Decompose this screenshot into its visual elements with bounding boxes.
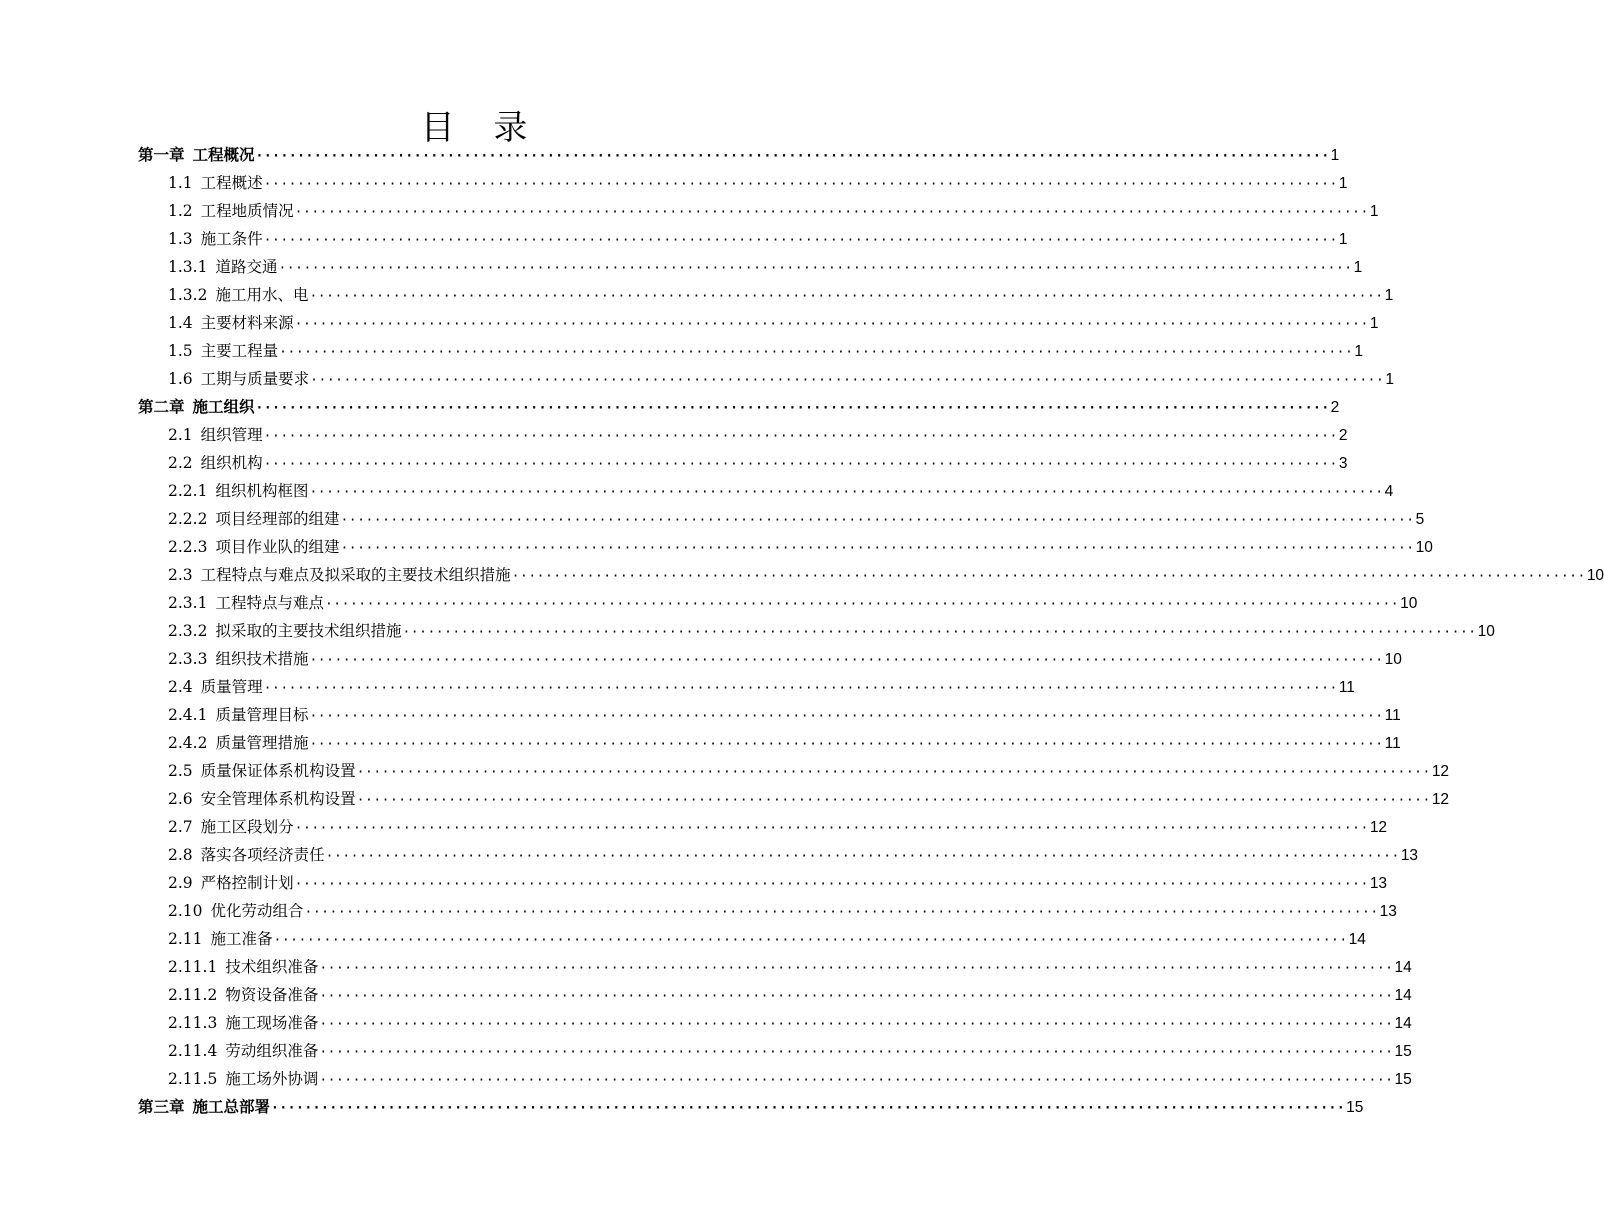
- toc-entry-label: 技术组织准备: [225, 958, 319, 976]
- toc-entry-number: 2.7: [168, 818, 193, 836]
- toc-dot-leader: ·································································································································: [309, 709, 1384, 724]
- toc-page-number: 10: [1477, 623, 1495, 640]
- toc-section-entry[interactable]: [168, 365, 1394, 393]
- toc-entry-label: 质量保证体系机构设置: [200, 762, 356, 780]
- toc-dot-leader: ·································································································································: [271, 1101, 1346, 1116]
- toc-dot-leader: ·································································································································: [294, 205, 1369, 220]
- toc-entry-number: 2.9: [168, 874, 193, 892]
- toc-page-number: 12: [1431, 763, 1450, 780]
- toc-entry-number: 2.3.3: [168, 650, 208, 668]
- toc-page-number: 2: [1338, 427, 1348, 444]
- toc-page-number: 14: [1348, 931, 1366, 948]
- toc-dot-leader: ·································································································································: [402, 625, 1477, 640]
- toc-entry-label: 落实各项经济责任: [200, 846, 325, 864]
- toc-page-number: 15: [1346, 1099, 1364, 1116]
- toc-section-entry[interactable]: [168, 561, 1604, 589]
- toc-entry-number: 2.8: [168, 846, 193, 864]
- toc-entry-number: 第一章: [138, 146, 185, 164]
- toc-entry-label: 施工区段划分: [200, 818, 294, 836]
- toc-dot-leader: ·································································································································: [340, 513, 1415, 528]
- toc-dot-leader: ·································································································································: [304, 905, 1379, 920]
- toc-section-entry[interactable]: [168, 617, 1495, 645]
- toc-page-number: 1: [1369, 203, 1379, 220]
- toc-page-number: 1: [1338, 231, 1348, 248]
- toc-entry-label: 物资设备准备: [225, 986, 319, 1004]
- toc-dot-leader: ·································································································································: [309, 485, 1384, 500]
- toc-entry-number: 1.3.1: [168, 258, 208, 276]
- toc-section-entry[interactable]: [168, 309, 1379, 337]
- toc-entry-label: 主要材料来源: [200, 314, 294, 332]
- toc-entry-number: 2.3: [168, 566, 193, 584]
- toc-entry-number: 2.11.5: [168, 1070, 218, 1088]
- toc-page-number: 1: [1353, 259, 1363, 276]
- toc-dot-leader: ·································································································································: [310, 373, 1385, 388]
- toc-section-entry[interactable]: [168, 197, 1379, 225]
- toc-entry-label: 施工组织: [192, 398, 255, 416]
- toc-page-number: 2: [1330, 399, 1340, 416]
- toc-entry-label: 工程概况: [192, 146, 255, 164]
- toc-section-entry[interactable]: [168, 673, 1355, 701]
- toc-section-entry[interactable]: [168, 505, 1425, 533]
- toc-entry-number: 2.3.1: [168, 594, 208, 612]
- toc-dot-leader: ·································································································································: [319, 1045, 1394, 1060]
- toc-section-entry[interactable]: [168, 757, 1450, 785]
- toc-section-entry[interactable]: [168, 169, 1348, 197]
- toc-section-entry[interactable]: [168, 533, 1433, 561]
- toc-entry-label: 拟采取的主要技术组织措施: [215, 622, 402, 640]
- toc-page-number: 13: [1379, 903, 1397, 920]
- toc-entry-number: 1.2: [168, 202, 193, 220]
- toc-dot-leader: ·································································································································: [263, 457, 1338, 472]
- toc-entry-label: 施工条件: [200, 230, 263, 248]
- toc-page-number: 14: [1394, 959, 1412, 976]
- toc-section-entry[interactable]: [168, 477, 1394, 505]
- toc-entry-label: 施工用水、电: [215, 286, 309, 304]
- toc-entry-number: 2.4.1: [168, 706, 208, 724]
- toc-page-number: 13: [1369, 875, 1388, 892]
- toc-chapter-entry[interactable]: [138, 1093, 1364, 1121]
- toc-section-entry[interactable]: [168, 421, 1348, 449]
- toc-dot-leader: ·································································································································: [273, 933, 1348, 948]
- toc-dot-leader: ·································································································································: [319, 989, 1394, 1004]
- toc-dot-leader: ·································································································································: [309, 737, 1384, 752]
- toc-entry-label: 组织机构: [200, 454, 263, 472]
- toc-entry-number: 2.11: [168, 930, 203, 948]
- toc-entry-label: 优化劳动组合: [210, 902, 304, 920]
- toc-page-number: 10: [1384, 651, 1402, 668]
- toc-dot-leader: ·································································································································: [278, 261, 1353, 276]
- toc-entry-label: 质量管理: [200, 678, 263, 696]
- toc-entry-number: 2.1: [168, 426, 193, 444]
- toc-page-number: 11: [1384, 707, 1401, 724]
- toc-section-entry[interactable]: [168, 449, 1348, 477]
- toc-page-number: 5: [1415, 511, 1425, 528]
- toc-page-number: 1: [1338, 175, 1348, 192]
- page-title: 目 录: [420, 108, 542, 148]
- toc-entry-label: 劳动组织准备: [225, 1042, 319, 1060]
- toc-entry-number: 2.4: [168, 678, 193, 696]
- toc-dot-leader: ·································································································································: [263, 233, 1338, 248]
- toc-dot-leader: ·································································································································: [263, 429, 1338, 444]
- toc-entry-number: 2.11.2: [168, 986, 218, 1004]
- toc-dot-leader: ·································································································································: [263, 177, 1338, 192]
- toc-section-entry[interactable]: [168, 589, 1418, 617]
- toc-page-number: 10: [1400, 595, 1418, 612]
- toc-dot-leader: ·································································································································: [255, 401, 1330, 416]
- toc-entry-label: 项目经理部的组建: [215, 510, 340, 528]
- toc-dot-leader: ·································································································································: [309, 653, 1384, 668]
- toc-chapter-entry[interactable]: [138, 393, 1340, 421]
- toc-dot-leader: ·································································································································: [356, 793, 1431, 808]
- toc-dot-leader: ·································································································································: [294, 821, 1369, 836]
- toc-dot-leader: ·································································································································: [279, 345, 1354, 360]
- toc-page-number: 10: [1586, 567, 1604, 584]
- toc-entry-label: 工程特点与难点及拟采取的主要技术组织措施: [200, 566, 511, 584]
- toc-entry-number: 2.3.2: [168, 622, 208, 640]
- toc-dot-leader: ·································································································································: [325, 849, 1400, 864]
- toc-dot-leader: ·································································································································: [294, 877, 1369, 892]
- toc-page-number: 15: [1394, 1043, 1412, 1060]
- toc-dot-leader: ·································································································································: [340, 541, 1415, 556]
- toc-page-number: 12: [1369, 819, 1388, 836]
- toc-section-entry[interactable]: [168, 225, 1348, 253]
- toc-entry-number: 2.11.4: [168, 1042, 218, 1060]
- toc-chapter-entry[interactable]: [138, 141, 1340, 169]
- toc-dot-leader: ·································································································································: [319, 1073, 1394, 1088]
- toc-entry-number: 1.4: [168, 314, 193, 332]
- toc-entry-label: 工程特点与难点: [215, 594, 324, 612]
- toc-dot-leader: ·································································································································: [324, 597, 1400, 612]
- toc-entry-number: 1.3.2: [168, 286, 208, 304]
- toc-entry-label: 主要工程量: [200, 342, 279, 360]
- toc-dot-leader: ·································································································································: [294, 317, 1369, 332]
- toc-entry-label: 施工场外协调: [225, 1070, 319, 1088]
- toc-section-entry[interactable]: [168, 281, 1394, 309]
- toc-entry-number: 2.2: [168, 454, 193, 472]
- toc-section-entry[interactable]: [168, 869, 1388, 897]
- toc-entry-label: 施工准备: [210, 930, 273, 948]
- toc-page-number: 10: [1415, 539, 1433, 556]
- toc-entry-label: 严格控制计划: [200, 874, 294, 892]
- toc-entry-number: 第二章: [138, 398, 185, 416]
- toc-page-number: 1: [1385, 371, 1394, 388]
- toc-page-number: 4: [1384, 483, 1394, 500]
- toc-section-entry[interactable]: [168, 1009, 1412, 1037]
- toc-entry-label: 工程地质情况: [200, 202, 294, 220]
- toc-entry-number: 2.6: [168, 790, 193, 808]
- toc-entry-label: 组织技术措施: [215, 650, 309, 668]
- toc-entry-number: 2.2.1: [168, 482, 208, 500]
- toc-entry-number: 1.5: [168, 342, 193, 360]
- toc-dot-leader: ·································································································································: [319, 1017, 1394, 1032]
- toc-page-number: 11: [1338, 679, 1355, 696]
- toc-entry-number: 1.6: [168, 370, 193, 388]
- toc-section-entry[interactable]: [168, 337, 1363, 365]
- toc-entry-label: 施工现场准备: [225, 1014, 319, 1032]
- toc-dot-leader: ·································································································································: [255, 149, 1330, 164]
- toc-page-number: 14: [1394, 1015, 1412, 1032]
- toc-page-number: 12: [1431, 791, 1450, 808]
- toc-entry-label: 道路交通: [215, 258, 278, 276]
- toc-entry-number: 2.11.3: [168, 1014, 218, 1032]
- toc-entry-label: 施工总部署: [192, 1098, 271, 1116]
- toc-page-number: 11: [1384, 735, 1401, 752]
- toc-entry-number: 2.2.2: [168, 510, 208, 528]
- toc-entry-number: 1.3: [168, 230, 193, 248]
- toc-page-number: 15: [1394, 1071, 1412, 1088]
- toc-entry-number: 1.1: [168, 174, 193, 192]
- toc-page-number: 1: [1354, 343, 1363, 360]
- toc-entry-label: 质量管理措施: [215, 734, 309, 752]
- toc-dot-leader: ·································································································································: [309, 289, 1384, 304]
- toc-page-number: 1: [1384, 287, 1394, 304]
- toc-entry-number: 2.5: [168, 762, 193, 780]
- toc-entry-label: 组织机构框图: [215, 482, 309, 500]
- toc-page-number: 1: [1330, 147, 1340, 164]
- toc-entry-number: 2.2.3: [168, 538, 208, 556]
- toc-page-number: 13: [1400, 847, 1419, 864]
- toc-entry-label: 工期与质量要求: [200, 370, 310, 388]
- toc-page-number: 1: [1369, 315, 1379, 332]
- toc-section-entry[interactable]: [168, 1037, 1412, 1065]
- toc-section-entry[interactable]: [168, 253, 1363, 281]
- toc-entry-label: 项目作业队的组建: [215, 538, 340, 556]
- toc-page-number: 3: [1338, 455, 1348, 472]
- toc-entry-label: 安全管理体系机构设置: [200, 790, 356, 808]
- toc-dot-leader: ·································································································································: [511, 569, 1586, 584]
- toc-entry-number: 2.4.2: [168, 734, 208, 752]
- toc-dot-leader: ·································································································································: [356, 765, 1431, 780]
- toc-section-entry[interactable]: [168, 813, 1388, 841]
- toc-entry-number: 第三章: [138, 1098, 185, 1116]
- toc-dot-leader: ·································································································································: [319, 961, 1394, 976]
- toc-entry-number: 2.10: [168, 902, 203, 920]
- toc-section-entry[interactable]: [168, 981, 1412, 1009]
- toc-entry-label: 工程概述: [200, 174, 263, 192]
- toc-section-entry[interactable]: [168, 925, 1366, 953]
- toc-dot-leader: ·································································································································: [263, 681, 1338, 696]
- toc-page-number: 14: [1394, 987, 1412, 1004]
- toc-section-entry[interactable]: [168, 1065, 1412, 1093]
- toc-entry-label: 组织管理: [200, 426, 263, 444]
- toc-section-entry[interactable]: [168, 729, 1401, 757]
- toc-section-entry[interactable]: [168, 897, 1397, 925]
- toc-section-entry[interactable]: [168, 953, 1412, 981]
- toc-section-entry[interactable]: [168, 785, 1450, 813]
- toc-entry-number: 2.11.1: [168, 958, 218, 976]
- toc-entry-label: 质量管理目标: [215, 706, 309, 724]
- toc-section-entry[interactable]: [168, 645, 1402, 673]
- toc-section-entry[interactable]: [168, 841, 1419, 869]
- toc-section-entry[interactable]: [168, 701, 1401, 729]
